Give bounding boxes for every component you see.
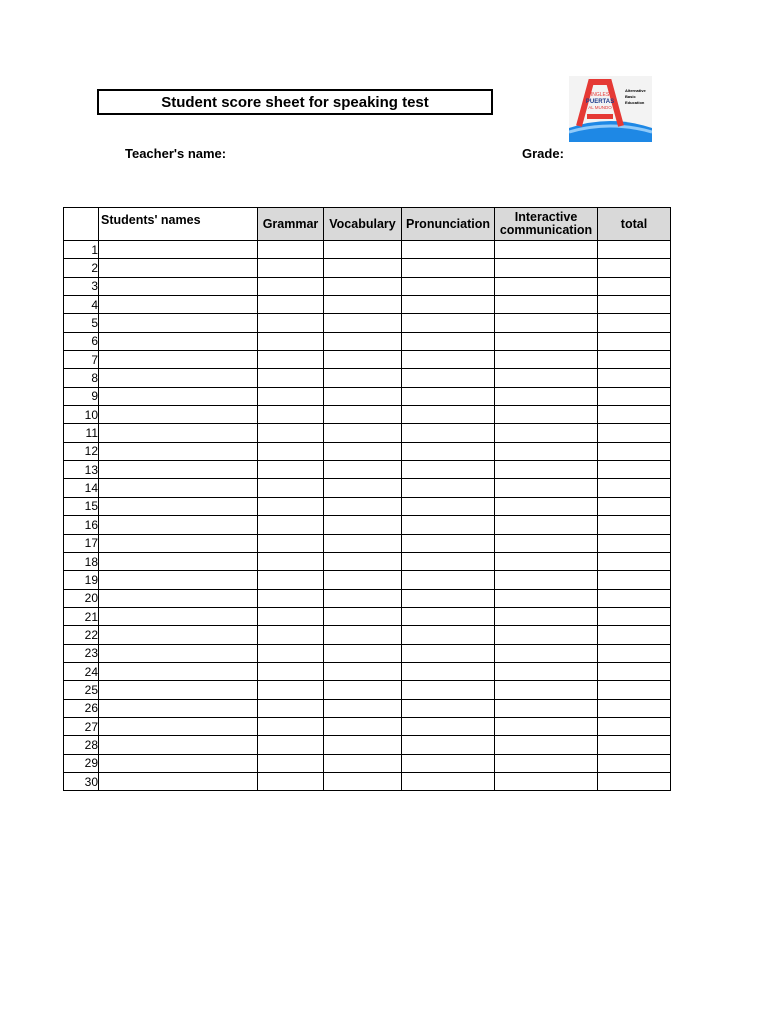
vocabulary-cell[interactable] — [324, 589, 402, 607]
total-cell[interactable] — [598, 314, 671, 332]
total-cell[interactable] — [598, 717, 671, 735]
logo-image — [569, 76, 652, 142]
svg-text:INGLES: INGLES — [590, 92, 610, 98]
pronunciation-cell[interactable] — [402, 571, 495, 589]
vocabulary-cell[interactable] — [324, 332, 402, 350]
header-interactive-communication — [495, 208, 598, 241]
interactive-communication-cell[interactable] — [495, 241, 598, 259]
table-row — [64, 479, 671, 497]
row-number: 3 — [64, 277, 99, 295]
table-row — [64, 644, 671, 662]
student-name-cell[interactable] — [99, 296, 258, 314]
grammar-cell[interactable] — [258, 442, 324, 460]
svg-text:PUERTAS: PUERTAS — [585, 99, 615, 105]
row-number: 26 — [64, 699, 99, 717]
interactive-communication-cell[interactable] — [495, 296, 598, 314]
vocabulary-cell[interactable] — [324, 534, 402, 552]
vocabulary-cell[interactable] — [324, 552, 402, 570]
grammar-cell[interactable] — [258, 259, 324, 277]
grammar-cell[interactable] — [258, 699, 324, 717]
row-number: 17 — [64, 534, 99, 552]
grammar-cell[interactable] — [258, 406, 324, 424]
school-logo — [569, 76, 652, 142]
grammar-cell[interactable] — [258, 424, 324, 442]
table-row — [64, 277, 671, 295]
table-row — [64, 332, 671, 350]
grammar-cell[interactable] — [258, 351, 324, 369]
vocabulary-cell[interactable] — [324, 442, 402, 460]
table-row — [64, 552, 671, 570]
pronunciation-cell[interactable] — [402, 296, 495, 314]
interactive-communication-cell[interactable] — [495, 681, 598, 699]
vocabulary-cell[interactable] — [324, 644, 402, 662]
table-row — [64, 681, 671, 699]
svg-text:Alternative: Alternative — [625, 88, 646, 93]
vocabulary-cell[interactable] — [324, 681, 402, 699]
interactive-communication-cell[interactable] — [495, 351, 598, 369]
grammar-cell[interactable] — [258, 369, 324, 387]
grammar-cell[interactable] — [258, 607, 324, 625]
vocabulary-cell[interactable] — [324, 607, 402, 625]
row-number: 18 — [64, 552, 99, 570]
pronunciation-cell[interactable] — [402, 442, 495, 460]
pronunciation-cell[interactable] — [402, 772, 495, 790]
header-grammar: Grammar — [258, 208, 324, 241]
total-cell[interactable] — [598, 241, 671, 259]
total-cell[interactable] — [598, 681, 671, 699]
grammar-cell[interactable] — [258, 626, 324, 644]
interactive-communication-cell[interactable] — [495, 772, 598, 790]
interactive-communication-cell[interactable] — [495, 442, 598, 460]
table-row — [64, 259, 671, 277]
row-number: 14 — [64, 479, 99, 497]
interactive-communication-cell[interactable] — [495, 717, 598, 735]
total-cell[interactable] — [598, 351, 671, 369]
table-row — [64, 241, 671, 259]
svg-text:Education: Education — [625, 100, 645, 105]
student-name-cell[interactable] — [99, 607, 258, 625]
student-name-cell[interactable] — [99, 406, 258, 424]
row-number: 19 — [64, 571, 99, 589]
total-cell[interactable] — [598, 369, 671, 387]
vocabulary-cell[interactable] — [324, 424, 402, 442]
interactive-communication-cell[interactable] — [495, 699, 598, 717]
total-cell[interactable] — [598, 516, 671, 534]
grammar-cell[interactable] — [258, 296, 324, 314]
vocabulary-cell[interactable] — [324, 717, 402, 735]
pronunciation-cell[interactable] — [402, 534, 495, 552]
vocabulary-cell[interactable] — [324, 406, 402, 424]
student-name-cell[interactable] — [99, 552, 258, 570]
table-row — [64, 351, 671, 369]
grade-label: Grade: — [522, 146, 564, 161]
interactive-communication-cell[interactable] — [495, 571, 598, 589]
pronunciation-cell[interactable] — [402, 754, 495, 772]
row-number: 21 — [64, 607, 99, 625]
total-cell[interactable] — [598, 424, 671, 442]
student-name-cell[interactable] — [99, 442, 258, 460]
row-number: 24 — [64, 662, 99, 680]
row-number: 16 — [64, 516, 99, 534]
interactive-communication-cell[interactable] — [495, 387, 598, 405]
row-number: 23 — [64, 644, 99, 662]
total-cell[interactable] — [598, 552, 671, 570]
interactive-communication-cell[interactable] — [495, 516, 598, 534]
header-vocabulary: Vocabulary — [324, 208, 402, 241]
teacher-name-label: Teacher's name: — [125, 146, 227, 161]
interactive-communication-cell[interactable] — [495, 424, 598, 442]
table-row — [64, 607, 671, 625]
row-number: 6 — [64, 332, 99, 350]
vocabulary-cell[interactable] — [324, 662, 402, 680]
row-number: 30 — [64, 772, 99, 790]
table-row — [64, 662, 671, 680]
interactive-communication-cell[interactable] — [495, 497, 598, 515]
student-name-cell[interactable] — [99, 754, 258, 772]
row-number: 27 — [64, 717, 99, 735]
student-name-cell[interactable] — [99, 461, 258, 479]
table-row — [64, 772, 671, 790]
pronunciation-cell[interactable] — [402, 241, 495, 259]
vocabulary-cell[interactable] — [324, 369, 402, 387]
grammar-cell[interactable] — [258, 497, 324, 515]
student-name-cell[interactable] — [99, 387, 258, 405]
grammar-cell[interactable] — [258, 589, 324, 607]
student-name-cell[interactable] — [99, 314, 258, 332]
row-number: 11 — [64, 424, 99, 442]
grammar-cell[interactable] — [258, 772, 324, 790]
table-row — [64, 754, 671, 772]
student-name-cell[interactable] — [99, 479, 258, 497]
student-name-cell[interactable] — [99, 277, 258, 295]
vocabulary-cell[interactable] — [324, 516, 402, 534]
student-name-cell[interactable] — [99, 571, 258, 589]
grammar-cell[interactable] — [258, 277, 324, 295]
grammar-cell[interactable] — [258, 681, 324, 699]
table-row — [64, 571, 671, 589]
pronunciation-cell[interactable] — [402, 552, 495, 570]
pronunciation-cell[interactable] — [402, 314, 495, 332]
row-number: 10 — [64, 406, 99, 424]
grammar-cell[interactable] — [258, 717, 324, 735]
row-number: 29 — [64, 754, 99, 772]
grammar-cell[interactable] — [258, 387, 324, 405]
interactive-communication-cell[interactable] — [495, 644, 598, 662]
student-name-cell[interactable] — [99, 497, 258, 515]
total-cell[interactable] — [598, 644, 671, 662]
grammar-cell[interactable] — [258, 516, 324, 534]
student-name-cell[interactable] — [99, 351, 258, 369]
table-row — [64, 296, 671, 314]
pronunciation-cell[interactable] — [402, 479, 495, 497]
total-cell[interactable] — [598, 626, 671, 644]
interactive-communication-cell[interactable] — [495, 277, 598, 295]
student-name-cell[interactable] — [99, 681, 258, 699]
vocabulary-cell[interactable] — [324, 699, 402, 717]
pronunciation-cell[interactable] — [402, 332, 495, 350]
table-row — [64, 369, 671, 387]
total-cell[interactable] — [598, 699, 671, 717]
row-number: 2 — [64, 259, 99, 277]
total-cell[interactable] — [598, 571, 671, 589]
student-name-cell[interactable] — [99, 626, 258, 644]
grammar-cell[interactable] — [258, 552, 324, 570]
total-cell[interactable] — [598, 534, 671, 552]
interactive-communication-cell[interactable] — [495, 406, 598, 424]
table-row — [64, 699, 671, 717]
interactive-communication-cell[interactable] — [495, 259, 598, 277]
vocabulary-cell[interactable] — [324, 461, 402, 479]
header-interactive-line2: communication — [499, 223, 593, 237]
vocabulary-cell[interactable] — [324, 571, 402, 589]
interactive-communication-cell[interactable] — [495, 369, 598, 387]
vocabulary-cell[interactable] — [324, 277, 402, 295]
table-row — [64, 626, 671, 644]
grammar-cell[interactable] — [258, 644, 324, 662]
row-number: 8 — [64, 369, 99, 387]
row-number: 28 — [64, 736, 99, 754]
row-number: 15 — [64, 497, 99, 515]
vocabulary-cell[interactable] — [324, 314, 402, 332]
pronunciation-cell[interactable] — [402, 717, 495, 735]
svg-text:AL MUNDO: AL MUNDO — [588, 105, 612, 110]
grammar-cell[interactable] — [258, 571, 324, 589]
vocabulary-cell[interactable] — [324, 754, 402, 772]
row-number: 12 — [64, 442, 99, 460]
interactive-communication-cell[interactable] — [495, 662, 598, 680]
student-name-cell[interactable] — [99, 772, 258, 790]
pronunciation-cell[interactable] — [402, 497, 495, 515]
interactive-communication-cell[interactable] — [495, 626, 598, 644]
total-cell[interactable] — [598, 332, 671, 350]
student-name-cell[interactable] — [99, 717, 258, 735]
table-row — [64, 461, 671, 479]
sheet-title — [97, 89, 493, 115]
pronunciation-cell[interactable] — [402, 681, 495, 699]
table-row — [64, 516, 671, 534]
student-name-cell[interactable] — [99, 516, 258, 534]
student-name-cell[interactable] — [99, 644, 258, 662]
total-cell[interactable] — [598, 277, 671, 295]
grammar-cell[interactable] — [258, 479, 324, 497]
student-name-cell[interactable] — [99, 369, 258, 387]
score-table — [63, 207, 671, 791]
grammar-cell[interactable] — [258, 314, 324, 332]
pronunciation-cell[interactable] — [402, 736, 495, 754]
vocabulary-cell[interactable] — [324, 351, 402, 369]
table-row — [64, 387, 671, 405]
vocabulary-cell[interactable] — [324, 387, 402, 405]
grammar-cell[interactable] — [258, 662, 324, 680]
interactive-communication-cell[interactable] — [495, 332, 598, 350]
header-students-names: Students' names — [99, 208, 258, 241]
table-row — [64, 314, 671, 332]
pronunciation-cell[interactable] — [402, 406, 495, 424]
total-cell[interactable] — [598, 497, 671, 515]
student-name-cell[interactable] — [99, 424, 258, 442]
interactive-communication-cell[interactable] — [495, 589, 598, 607]
grammar-cell[interactable] — [258, 332, 324, 350]
header-total: total — [598, 208, 671, 241]
interactive-communication-cell[interactable] — [495, 534, 598, 552]
vocabulary-cell[interactable] — [324, 497, 402, 515]
total-cell[interactable] — [598, 479, 671, 497]
grammar-cell[interactable] — [258, 754, 324, 772]
total-cell[interactable] — [598, 296, 671, 314]
pronunciation-cell[interactable] — [402, 662, 495, 680]
total-cell[interactable] — [598, 607, 671, 625]
header-interactive-line1: Interactive — [514, 210, 578, 224]
table-row — [64, 717, 671, 735]
interactive-communication-cell[interactable] — [495, 552, 598, 570]
row-number: 1 — [64, 241, 99, 259]
header-number — [64, 208, 99, 241]
row-number: 5 — [64, 314, 99, 332]
table-row — [64, 534, 671, 552]
pronunciation-cell[interactable] — [402, 424, 495, 442]
vocabulary-cell[interactable] — [324, 259, 402, 277]
table-row — [64, 736, 671, 754]
table-header-row — [64, 208, 671, 241]
interactive-communication-cell[interactable] — [495, 736, 598, 754]
pronunciation-cell[interactable] — [402, 369, 495, 387]
pronunciation-cell[interactable] — [402, 699, 495, 717]
row-number: 7 — [64, 351, 99, 369]
vocabulary-cell[interactable] — [324, 736, 402, 754]
student-name-cell[interactable] — [99, 241, 258, 259]
table-row — [64, 442, 671, 460]
row-number: 20 — [64, 589, 99, 607]
total-cell[interactable] — [598, 772, 671, 790]
total-cell[interactable] — [598, 387, 671, 405]
pronunciation-cell[interactable] — [402, 516, 495, 534]
pronunciation-cell[interactable] — [402, 461, 495, 479]
total-cell[interactable] — [598, 406, 671, 424]
student-name-cell[interactable] — [99, 736, 258, 754]
pronunciation-cell[interactable] — [402, 644, 495, 662]
table-row — [64, 406, 671, 424]
pronunciation-cell[interactable] — [402, 387, 495, 405]
pronunciation-cell[interactable] — [402, 259, 495, 277]
row-number: 22 — [64, 626, 99, 644]
interactive-communication-cell[interactable] — [495, 479, 598, 497]
table-row — [64, 589, 671, 607]
table-row — [64, 497, 671, 515]
vocabulary-cell[interactable] — [324, 479, 402, 497]
svg-text:Basic: Basic — [625, 94, 636, 99]
total-cell[interactable] — [598, 736, 671, 754]
total-cell[interactable] — [598, 461, 671, 479]
table-row — [64, 424, 671, 442]
interactive-communication-cell[interactable] — [495, 754, 598, 772]
header-pronunciation: Pronunciation — [402, 208, 495, 241]
row-number: 13 — [64, 461, 99, 479]
student-name-cell[interactable] — [99, 534, 258, 552]
student-name-cell[interactable] — [99, 589, 258, 607]
pronunciation-cell[interactable] — [402, 589, 495, 607]
total-cell[interactable] — [598, 589, 671, 607]
grammar-cell[interactable] — [258, 534, 324, 552]
grammar-cell[interactable] — [258, 736, 324, 754]
row-number: 4 — [64, 296, 99, 314]
row-number: 25 — [64, 681, 99, 699]
grammar-cell[interactable] — [258, 241, 324, 259]
interactive-communication-cell[interactable] — [495, 607, 598, 625]
vocabulary-cell[interactable] — [324, 241, 402, 259]
student-name-cell[interactable] — [99, 699, 258, 717]
total-cell[interactable] — [598, 259, 671, 277]
student-name-cell[interactable] — [99, 662, 258, 680]
pronunciation-cell[interactable] — [402, 626, 495, 644]
pronunciation-cell[interactable] — [402, 607, 495, 625]
grammar-cell[interactable] — [258, 461, 324, 479]
vocabulary-cell[interactable] — [324, 772, 402, 790]
interactive-communication-cell[interactable] — [495, 314, 598, 332]
total-cell[interactable] — [598, 442, 671, 460]
vocabulary-cell[interactable] — [324, 296, 402, 314]
row-number: 9 — [64, 387, 99, 405]
sheet-title-text: Student score sheet for speaking test — [161, 93, 429, 111]
student-name-cell[interactable] — [99, 332, 258, 350]
vocabulary-cell[interactable] — [324, 626, 402, 644]
pronunciation-cell[interactable] — [402, 277, 495, 295]
total-cell[interactable] — [598, 662, 671, 680]
total-cell[interactable] — [598, 754, 671, 772]
pronunciation-cell[interactable] — [402, 351, 495, 369]
student-name-cell[interactable] — [99, 259, 258, 277]
interactive-communication-cell[interactable] — [495, 461, 598, 479]
